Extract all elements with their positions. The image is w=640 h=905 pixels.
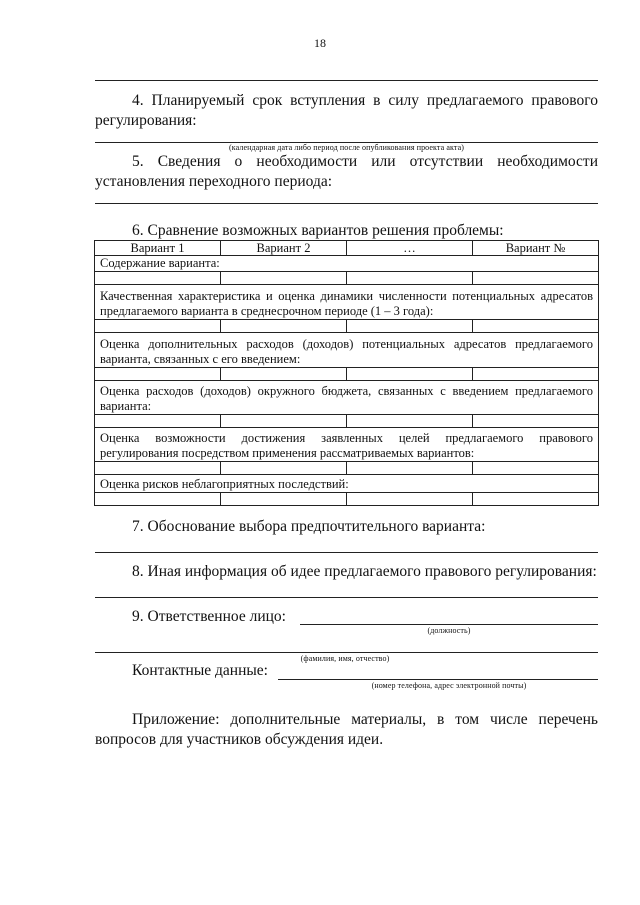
table-cell[interactable] [221,415,347,428]
section-8-answer-line[interactable] [95,597,598,598]
table-row-cells [95,272,599,285]
section-4-line1: 4. Планируемый срок вступления в силу предлагаемого правового [132,92,598,109]
section-4 [95,91,598,131]
table-row [95,333,599,368]
options-comparison-table [94,240,599,506]
section-5-answer-line[interactable] [95,203,598,204]
section-5-line2: установления переходного периода: [95,173,333,190]
row-label: Оценка дополнительных расходов (доходов) потенциальных адресатов предлагаемого варианта, связанных с его введением: [95,333,599,368]
contacts-field-line[interactable] [278,679,598,680]
table-row-cells [95,368,599,381]
table-cell[interactable] [95,415,221,428]
row-label: Оценка рисков неблагоприятных последствий: [95,475,599,493]
row-label: Содержание варианта: [95,256,599,272]
table-cell[interactable] [95,493,221,506]
table-row [95,428,599,462]
contacts-caption: (номер телефона, адрес электронной почты) [371,681,527,690]
table-cell[interactable] [95,368,221,381]
table-cell[interactable] [347,493,473,506]
appendix [95,710,598,750]
contacts-label: Контактные данные: [132,662,268,679]
table-cell[interactable] [221,462,347,475]
table-cell[interactable] [347,272,473,285]
section-6-heading: 6. Сравнение возможных вариантов решения проблемы: [132,222,504,239]
table-row-cells [95,320,599,333]
table-cell[interactable] [473,368,599,381]
position-caption: (должность) [427,626,471,635]
section-5-line1: 5. Сведения о необходимости или отсутствии необходимости [132,153,598,170]
table-row [95,285,599,320]
table-cell[interactable] [473,320,599,333]
column-header: Вариант 1 [95,241,221,256]
column-header: … [347,241,473,256]
name-caption: (фамилия, имя, отчество) [300,654,390,663]
table-cell[interactable] [347,368,473,381]
section-7-heading: 7. Обоснование выбора предпочтительного варианта: [132,518,486,535]
table-cell[interactable] [473,415,599,428]
table-row [95,256,599,272]
table-header-row [95,241,599,256]
table-cell[interactable] [95,272,221,285]
table-row-cells [95,493,599,506]
section-4-caption: (календарная дата либо период после опубликования проекта акта) [229,143,464,152]
table-cell[interactable] [221,320,347,333]
section-8-heading: 8. Иная информация об идее предлагаемого правового регулирования: [132,563,597,580]
table-cell[interactable] [347,415,473,428]
table-cell[interactable] [347,320,473,333]
row-label: Качественная характеристика и оценка динамики численности потенциальных адресатов предлагаемого варианта в среднесрочном периоде (1 – 3 года): [95,285,599,320]
table-cell[interactable] [347,462,473,475]
table-cell[interactable] [473,462,599,475]
table-row-cells [95,415,599,428]
table-row-cells [95,462,599,475]
top-rule [95,80,598,81]
table-row [95,475,599,493]
table-cell[interactable] [221,272,347,285]
table-cell[interactable] [95,320,221,333]
position-field-line[interactable] [300,624,598,625]
table-cell[interactable] [221,368,347,381]
table-cell[interactable] [473,272,599,285]
section-5 [95,152,598,192]
table-cell[interactable] [95,462,221,475]
appendix-line2: вопросов для участников обсуждения идеи. [95,731,384,748]
section-9-label: 9. Ответственное лицо: [132,608,286,625]
appendix-line1: Приложение: дополнительные материалы, в том числе перечень [132,711,598,728]
section-4-line2: регулирования: [95,112,197,129]
table-row [95,381,599,415]
column-header: Вариант 2 [221,241,347,256]
column-header: Вариант № [473,241,599,256]
table-cell[interactable] [221,493,347,506]
row-label: Оценка возможности достижения заявленных целей предлагаемого правового регулирования посредством применения рассматриваемых вариантов: [95,428,599,462]
row-label: Оценка расходов (доходов) окружного бюджета, связанных с введением предлагаемого варианта: [95,381,599,415]
page-number: 18 [314,36,326,50]
name-field-line[interactable] [95,652,598,653]
table-cell[interactable] [473,493,599,506]
section-7-answer-line[interactable] [95,552,598,553]
